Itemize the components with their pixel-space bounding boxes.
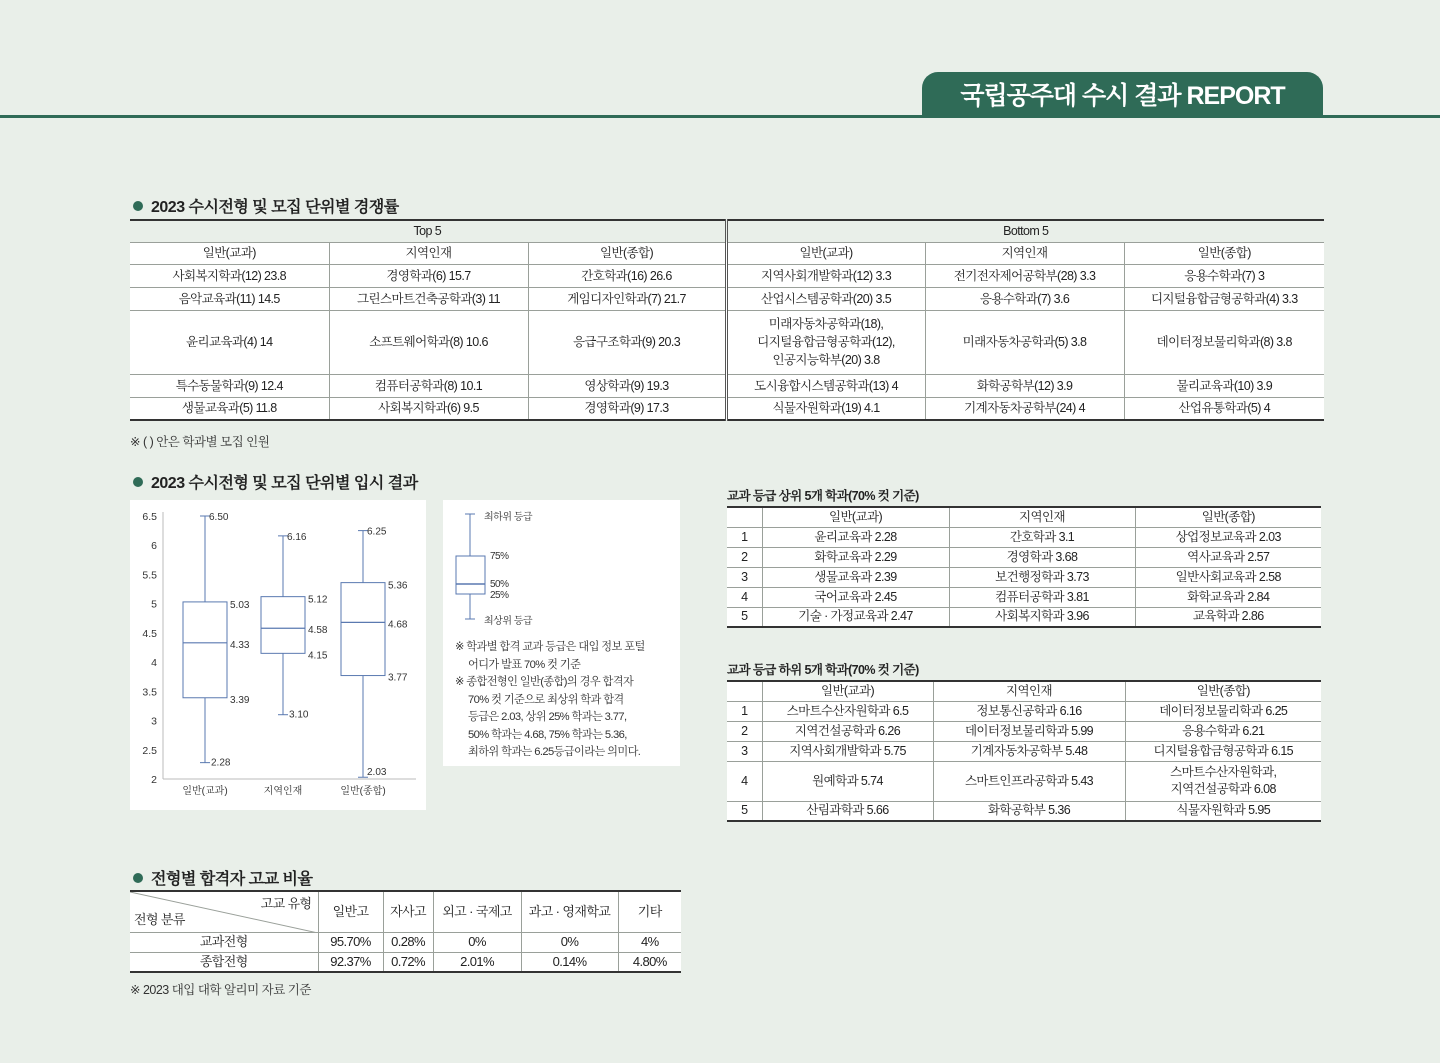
table-row — [727, 587, 1321, 607]
table-cell: 도시융합시스템공학과(13) 4 — [726, 374, 925, 397]
table-cell: 디지털융합금형공학과 6.15 — [1125, 741, 1321, 761]
lower5-table — [727, 680, 1321, 822]
col-header: 일반(교과) — [726, 242, 925, 264]
col-header: 일반(종합) — [1124, 242, 1324, 264]
table-row — [727, 701, 1321, 721]
table-cell: 컴퓨터공학과 3.81 — [949, 587, 1135, 607]
table-cell: 0.14% — [521, 952, 618, 972]
table-cell: 원예학과 5.74 — [762, 761, 933, 801]
table-row — [130, 397, 1324, 420]
table-cell: 디지털융합금형공학과(4) 3.3 — [1124, 287, 1324, 310]
rank-cell: 4 — [727, 587, 762, 607]
table-cell: 0% — [521, 932, 618, 952]
boxplot-notes — [455, 639, 645, 762]
y-tick-label: 5 — [151, 598, 157, 611]
table-cell: 게임디자인학과(7) 21.7 — [528, 287, 726, 310]
table-cell: 그린스마트건축공학과(3) 11 — [329, 287, 528, 310]
table-cell: 스마트수산자원학과, 지역건설공학과 6.08 — [1125, 761, 1321, 801]
table-cell: 생물교육과 2.39 — [762, 567, 949, 587]
col-header: 일반(종합) — [528, 242, 726, 264]
table-cell: 물리교육과(10) 3.9 — [1124, 374, 1324, 397]
table-row — [130, 287, 1324, 310]
rank-cell: 5 — [727, 607, 762, 627]
table-cell: 국어교육과 2.45 — [762, 587, 949, 607]
table-cell: 사회복지학과 3.96 — [949, 607, 1135, 627]
table-cell: 전기전자제어공학부(28) 3.3 — [925, 264, 1124, 287]
lower5-title: 교과 등급 하위 5개 학과(70% 컷 기준) — [727, 663, 919, 677]
table-cell: 정보통신공학과 6.16 — [933, 701, 1125, 721]
bullet-icon — [133, 873, 143, 883]
table-cell: 경영학과 3.68 — [949, 547, 1135, 567]
legend-q50-label: 50% — [490, 579, 509, 590]
table-cell: 기술 · 가정교육과 2.47 — [762, 607, 949, 627]
table-cell: 생물교육과(5) 11.8 — [130, 397, 329, 420]
x-tick-label: 일반(종합) — [340, 786, 386, 797]
rank-cell: 3 — [727, 741, 762, 761]
table-cell: 4% — [618, 932, 681, 952]
y-tick-label: 5.5 — [142, 569, 157, 582]
bottom5-header: Bottom 5 — [726, 220, 1324, 242]
table-cell: 특수동물학과(9) 12.4 — [130, 374, 329, 397]
table-cell: 95.70% — [318, 932, 383, 952]
table-cell: 응용수학과(7) 3 — [1124, 264, 1324, 287]
corner-top-label: 고교 유형 — [260, 896, 312, 911]
table-cell: 미래자동차공학과(5) 3.8 — [925, 310, 1124, 374]
table-cell: 윤리교육과 2.28 — [762, 527, 949, 547]
table-cell: 일반사회교육과 2.58 — [1135, 567, 1321, 587]
x-tick-label: 지역인재 — [263, 786, 303, 797]
table-cell: 컴퓨터공학과(8) 10.1 — [329, 374, 528, 397]
table-cell: 윤리교육과(4) 14 — [130, 310, 329, 374]
rank-cell: 1 — [727, 527, 762, 547]
table-cell: 0.72% — [383, 952, 433, 972]
col-header: 자사고 — [383, 891, 433, 932]
table-cell: 화학교육과 2.29 — [762, 547, 949, 567]
box-iqr — [341, 583, 385, 676]
y-tick-label: 6 — [151, 540, 157, 553]
table-cell: 스마트인프라공학과 5.43 — [933, 761, 1125, 801]
box-iqr — [183, 602, 227, 698]
corner-header — [130, 891, 318, 932]
section-results-title-text: 2023 수시전형 및 모집 단위별 입시 결과 — [151, 475, 418, 492]
table-cell: 스마트수산자원학과 6.5 — [762, 701, 933, 721]
table-cell: 응용수학과(7) 3.6 — [925, 287, 1124, 310]
table-cell: 0% — [433, 932, 521, 952]
col-header: 일반(교과) — [762, 507, 949, 527]
table-cell: 지역사회개발학과(12) 3.3 — [726, 264, 925, 287]
boxplot-chart — [130, 500, 426, 810]
table-row — [727, 527, 1321, 547]
report-title-tab: 국립공주대 수시 결과 REPORT — [922, 72, 1323, 116]
rank-cell: 5 — [727, 801, 762, 821]
max-value-label: 6.25 — [367, 526, 387, 538]
median-value-label: 4.33 — [230, 639, 250, 651]
q1-value-label: 4.15 — [308, 650, 328, 662]
table-cell: 교육학과 2.86 — [1135, 607, 1321, 627]
table-cell: 미래자동차공학과(18), 디지털융합금형공학과(12), 인공지능학부(20) 3.8 — [726, 310, 925, 374]
bullet-icon — [133, 477, 143, 487]
table-row — [727, 607, 1321, 627]
section-results-title — [133, 470, 418, 493]
table-cell: 기계자동차공학부 5.48 — [933, 741, 1125, 761]
q3-value-label: 5.03 — [230, 599, 250, 611]
y-tick-label: 4.5 — [142, 627, 157, 640]
note-line: 70% 컷 기준으로 최상위 학과 합격 — [468, 693, 624, 706]
boxplot-legend — [443, 500, 680, 635]
table-cell: 역사교육과 2.57 — [1135, 547, 1321, 567]
table-cell: 92.37% — [318, 952, 383, 972]
corner-bottom-label: 전형 분류 — [134, 911, 185, 927]
min-value-label: 3.10 — [289, 709, 309, 721]
table-row — [727, 741, 1321, 761]
row-label: 교과전형 — [130, 932, 318, 952]
col-header: 지역인재 — [949, 507, 1135, 527]
max-value-label: 6.16 — [287, 531, 307, 543]
median-value-label: 4.68 — [388, 619, 408, 631]
note-line: 어디가 발표 70% 컷 기준 — [468, 658, 581, 671]
school-ratio-table — [130, 890, 681, 973]
table-cell: 식물자원학과(19) 4.1 — [726, 397, 925, 420]
col-header — [727, 681, 762, 701]
note-line: 최하위 학과는 6.25등급이라는 의미다. — [468, 746, 641, 758]
table-cell: 경영학과(6) 15.7 — [329, 264, 528, 287]
col-header: 일반(교과) — [762, 681, 933, 701]
table-cell: 0.28% — [383, 932, 433, 952]
section-competition-title — [133, 194, 399, 217]
col-header: 기타 — [618, 891, 681, 932]
rank-cell: 3 — [727, 567, 762, 587]
header-divider — [0, 115, 1440, 118]
table-cell: 식물자원학과 5.95 — [1125, 801, 1321, 821]
table-row — [727, 721, 1321, 741]
top5-header: Top 5 — [130, 220, 726, 242]
table-cell: 산업유통학과(5) 4 — [1124, 397, 1324, 420]
table-row — [130, 264, 1324, 287]
table-row — [727, 547, 1321, 567]
table-cell: 산업시스템공학과(20) 3.5 — [726, 287, 925, 310]
table-row — [727, 567, 1321, 587]
q1-value-label: 3.39 — [230, 694, 250, 706]
upper5-title: 교과 등급 상위 5개 학과(70% 컷 기준) — [727, 489, 919, 503]
table-cell: 데이터정보물리학과 6.25 — [1125, 701, 1321, 721]
q3-value-label: 5.36 — [388, 580, 408, 592]
col-header: 외고 · 국제고 — [433, 891, 521, 932]
table-row — [130, 932, 681, 952]
y-tick-label: 6.5 — [142, 511, 157, 523]
rank-cell: 2 — [727, 547, 762, 567]
table-cell: 화학교육과 2.84 — [1135, 587, 1321, 607]
table-cell: 보건행정학과 3.73 — [949, 567, 1135, 587]
table-cell: 간호학과 3.1 — [949, 527, 1135, 547]
bullet-icon — [133, 201, 143, 211]
note-line: 50% 학과는 4.68, 75% 학과는 5.36, — [468, 728, 627, 741]
note-line: 등급은 2.03, 상위 25% 학과는 3.77, — [468, 711, 627, 723]
competition-note: ※ ( ) 안은 학과별 모집 인원 — [130, 435, 270, 449]
table-cell: 지역건설공학과 6.26 — [762, 721, 933, 741]
legend-panel — [443, 500, 680, 766]
rank-cell: 2 — [727, 721, 762, 741]
max-value-label: 6.50 — [209, 512, 229, 523]
col-header: 과고 · 영재학교 — [521, 891, 618, 932]
box-iqr — [261, 597, 305, 654]
col-header: 일반(종합) — [1125, 681, 1321, 701]
table-cell: 화학공학부(12) 3.9 — [925, 374, 1124, 397]
col-header: 일반(종합) — [1135, 507, 1321, 527]
table-cell: 소프트웨어학과(8) 10.6 — [329, 310, 528, 374]
section-school-ratio-title — [133, 866, 312, 889]
section-school-ratio-title-text: 전형별 합격자 고교 비율 — [151, 871, 313, 888]
table-row — [130, 374, 1324, 397]
table-cell: 산림과학과 5.66 — [762, 801, 933, 821]
y-tick-label: 3 — [151, 715, 157, 728]
rank-cell: 1 — [727, 701, 762, 721]
table-cell: 응용수학과 6.21 — [1125, 721, 1321, 741]
col-header: 일반(교과) — [130, 242, 329, 264]
median-value-label: 4.58 — [308, 625, 328, 637]
table-row — [727, 761, 1321, 801]
table-row — [130, 310, 1324, 374]
y-tick-label: 2.5 — [142, 744, 157, 757]
table-cell: 상업정보교육과 2.03 — [1135, 527, 1321, 547]
school-ratio-note: ※ 2023 대입 대학 알리미 자료 기준 — [130, 983, 311, 997]
table-cell: 화학공학부 5.36 — [933, 801, 1125, 821]
y-tick-label: 3.5 — [142, 686, 157, 699]
legend-q25-label: 25% — [490, 590, 509, 601]
col-header — [727, 507, 762, 527]
col-header: 지역인재 — [925, 242, 1124, 264]
competition-col-header-row — [130, 242, 1324, 264]
q1-value-label: 3.77 — [388, 672, 408, 684]
table-cell: 4.80% — [618, 952, 681, 972]
col-header: 일반고 — [318, 891, 383, 932]
table-cell: 간호학과(16) 26.6 — [528, 264, 726, 287]
upper5-table — [727, 506, 1321, 628]
legend-q75-label: 75% — [490, 551, 509, 562]
table-row — [130, 952, 681, 972]
table-cell: 데이터정보물리학과 5.99 — [933, 721, 1125, 741]
table-cell: 경영학과(9) 17.3 — [528, 397, 726, 420]
row-label: 종합전형 — [130, 952, 318, 972]
table-row — [727, 801, 1321, 821]
note-line: ※ 종합전형인 일반(종합)의 경우 합격자 — [455, 676, 634, 688]
table-cell: 응급구조학과(9) 20.3 — [528, 310, 726, 374]
min-value-label: 2.28 — [211, 757, 231, 769]
table-cell: 사회복지학과(6) 9.5 — [329, 397, 528, 420]
table-cell: 2.01% — [433, 952, 521, 972]
legend-max-label: 최하위 등급 — [484, 512, 533, 523]
y-tick-label: 2 — [151, 774, 157, 786]
x-tick-label: 일반(교과) — [182, 786, 228, 797]
legend-min-label: 최상위 등급 — [484, 616, 533, 627]
q3-value-label: 5.12 — [308, 594, 328, 606]
table-cell: 사회복지학과(12) 23.8 — [130, 264, 329, 287]
min-value-label: 2.03 — [367, 767, 387, 779]
table-cell: 데이터정보물리학과(8) 3.8 — [1124, 310, 1324, 374]
table-cell: 지역사회개발학과 5.75 — [762, 741, 933, 761]
competition-table — [130, 219, 1324, 421]
rank-cell: 4 — [727, 761, 762, 801]
section-competition-title-text: 2023 수시전형 및 모집 단위별 경쟁률 — [151, 199, 399, 216]
boxplot-panel — [130, 500, 426, 810]
col-header: 지역인재 — [329, 242, 528, 264]
table-cell: 영상학과(9) 19.3 — [528, 374, 726, 397]
y-tick-label: 4 — [151, 657, 157, 670]
col-header: 지역인재 — [933, 681, 1125, 701]
table-cell: 음악교육과(11) 14.5 — [130, 287, 329, 310]
legend-box — [456, 556, 485, 594]
note-line: ※ 학과별 합격 교과 등급은 대입 정보 포털 — [455, 641, 645, 653]
table-cell: 기계자동차공학부(24) 4 — [925, 397, 1124, 420]
